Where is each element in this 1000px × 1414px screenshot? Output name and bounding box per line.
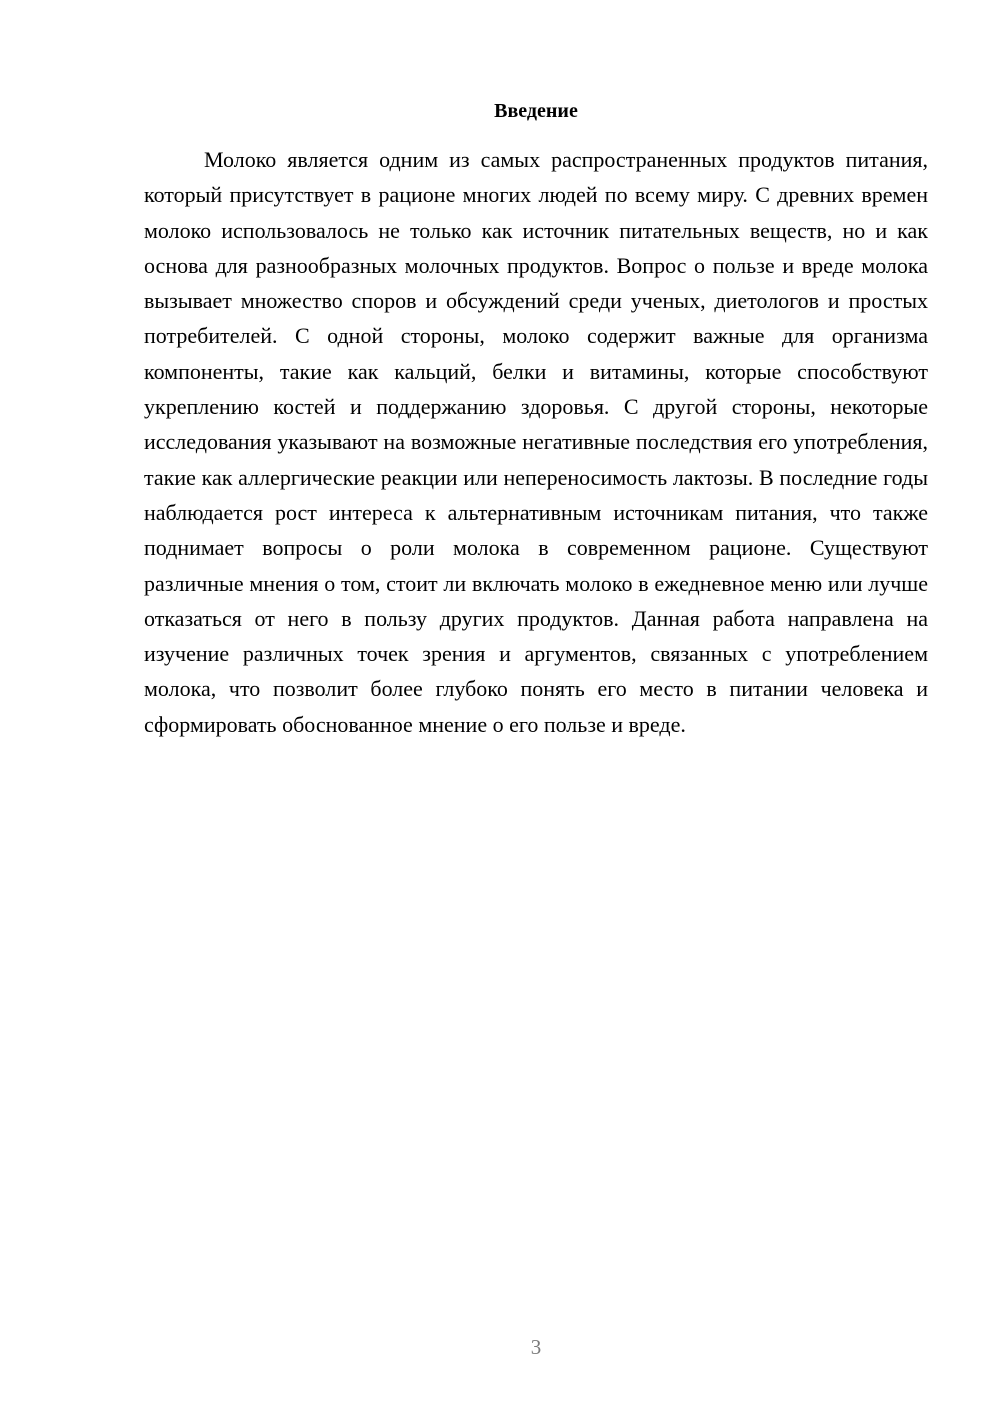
section-heading: Введение [494,100,578,122]
page-number: 3 [530,1335,542,1359]
body-paragraph: Молоко является одним из самых распространенных продуктов питания, который присутствует в рационе многих людей по всему миру. С древних времен молоко использовалось не только как источник питательных веществ, но и как основа для разнообразных молочных продуктов. Вопрос о пользе и вреде молока вызывает множество споров и обсуждений среди ученых, диетологов и простых потребителей. С одной стороны, молоко содержит важные для организма компоненты, такие как кальций, белки и витамины, которые способствуют укреплению костей и поддержанию здоровья. С другой стороны, некоторые исследования указывают на возможные негативные последствия его употребления, такие как аллергические реакции или непереносимость лактозы. В последние годы наблюдается рост интереса к альтернативным источникам питания, что также поднимает вопросы о роли молока в современном рационе. Существуют различные мнения о том, стоит ли включать молоко в ежедневное меню или лучше отказаться от него в пользу других продуктов. Данная работа направлена на изучение различных точек зрения и аргументов, связанных с употреблением молока, что позволит более глубоко понять его место в питании человека и сформировать обоснованное мнение о его пользе и вреде. [144,147,928,737]
